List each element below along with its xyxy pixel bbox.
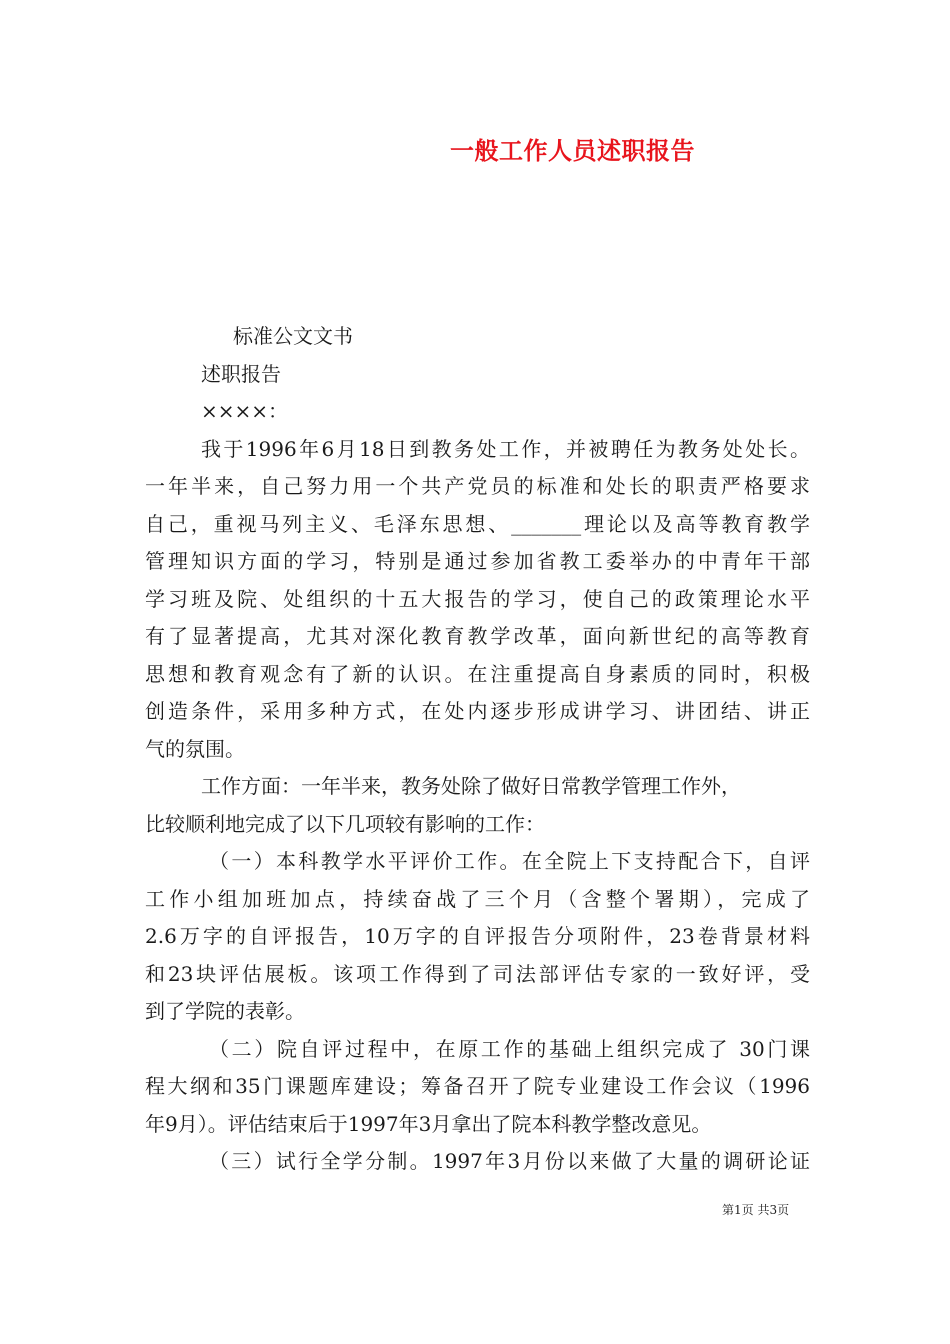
paragraph-line: 一年半来，自己努力用一个共产党员的标准和处长的职责严格要求 [145, 474, 810, 498]
page-number-footer: 第1页 共3页 [722, 1203, 790, 1217]
paragraph-line: 自己，重视马列主义、毛泽东思想、_______理论以及高等教育教学 [145, 511, 810, 536]
paragraph-line: （一）本科教学水平评价工作。在全院上下支持配合下，自评 [209, 849, 810, 873]
paragraph-line: 有了显著提高，尤其对深化教育教学改革，面向新世纪的高等教育 [145, 624, 810, 648]
paragraph-line: 工作方面：一年半来，教务处除了做好日常教学管理工作外， [201, 774, 741, 798]
paragraph-line: 工作小组加班加点，持续奋战了三个月（含整个署期），完成了 [145, 886, 810, 911]
paragraph-line: 管理知识方面的学习，特别是通过参加省教工委举办的中青年干部 [145, 549, 810, 573]
paragraph-line: 比较顺利地完成了以下几项较有影响的工作： [145, 811, 545, 836]
paragraph-line: 创造条件，采用多种方式，在处内逐步形成讲学习、讲团结、讲正 [145, 699, 810, 723]
paragraph-line: （三）试行全学分制。1997年3月份以来做了大量的调研论证 [209, 1149, 810, 1173]
salutation-line: ××××： [201, 399, 289, 423]
paragraph-line: 到了学院的表彰。 [145, 999, 305, 1023]
paragraph-line: 思想和教育观念有了新的认识。在注重提高自身素质的同时，积极 [145, 661, 810, 686]
paragraph-line: 年9月）。评估结束后于1997年3月拿出了院本科教学整改意见。 [145, 1111, 712, 1136]
report-heading-line: 述职报告 [201, 361, 281, 386]
paragraph-line: 气的氛围。 [145, 736, 245, 761]
paragraph-line: 我于1996年6月18日到教务处工作，并被聘任为教务处处长。 [201, 436, 810, 461]
document-body [145, 318, 810, 1181]
paragraph-line: 学习班及院、处组织的十五大报告的学习，使自己的政策理论水平 [145, 586, 810, 611]
paragraph-line: 和23块评估展板。该项工作得到了司法部评估专家的一致好评，受 [145, 961, 810, 986]
paragraph-line: 程大纲和35门课题库建设；筹备召开了院专业建设工作会议（1996 [145, 1074, 810, 1098]
document-title: 一般工作人员述职报告 [450, 136, 695, 165]
doc-category-line: 标准公文文书 [233, 324, 353, 348]
paragraph-line: （二）院自评过程中，在原工作的基础上组织完成了 30门课 [209, 1036, 810, 1061]
paragraph-line: 2.6万字的自评报告，10万字的自评报告分项附件，23卷背景材料 [145, 924, 810, 948]
